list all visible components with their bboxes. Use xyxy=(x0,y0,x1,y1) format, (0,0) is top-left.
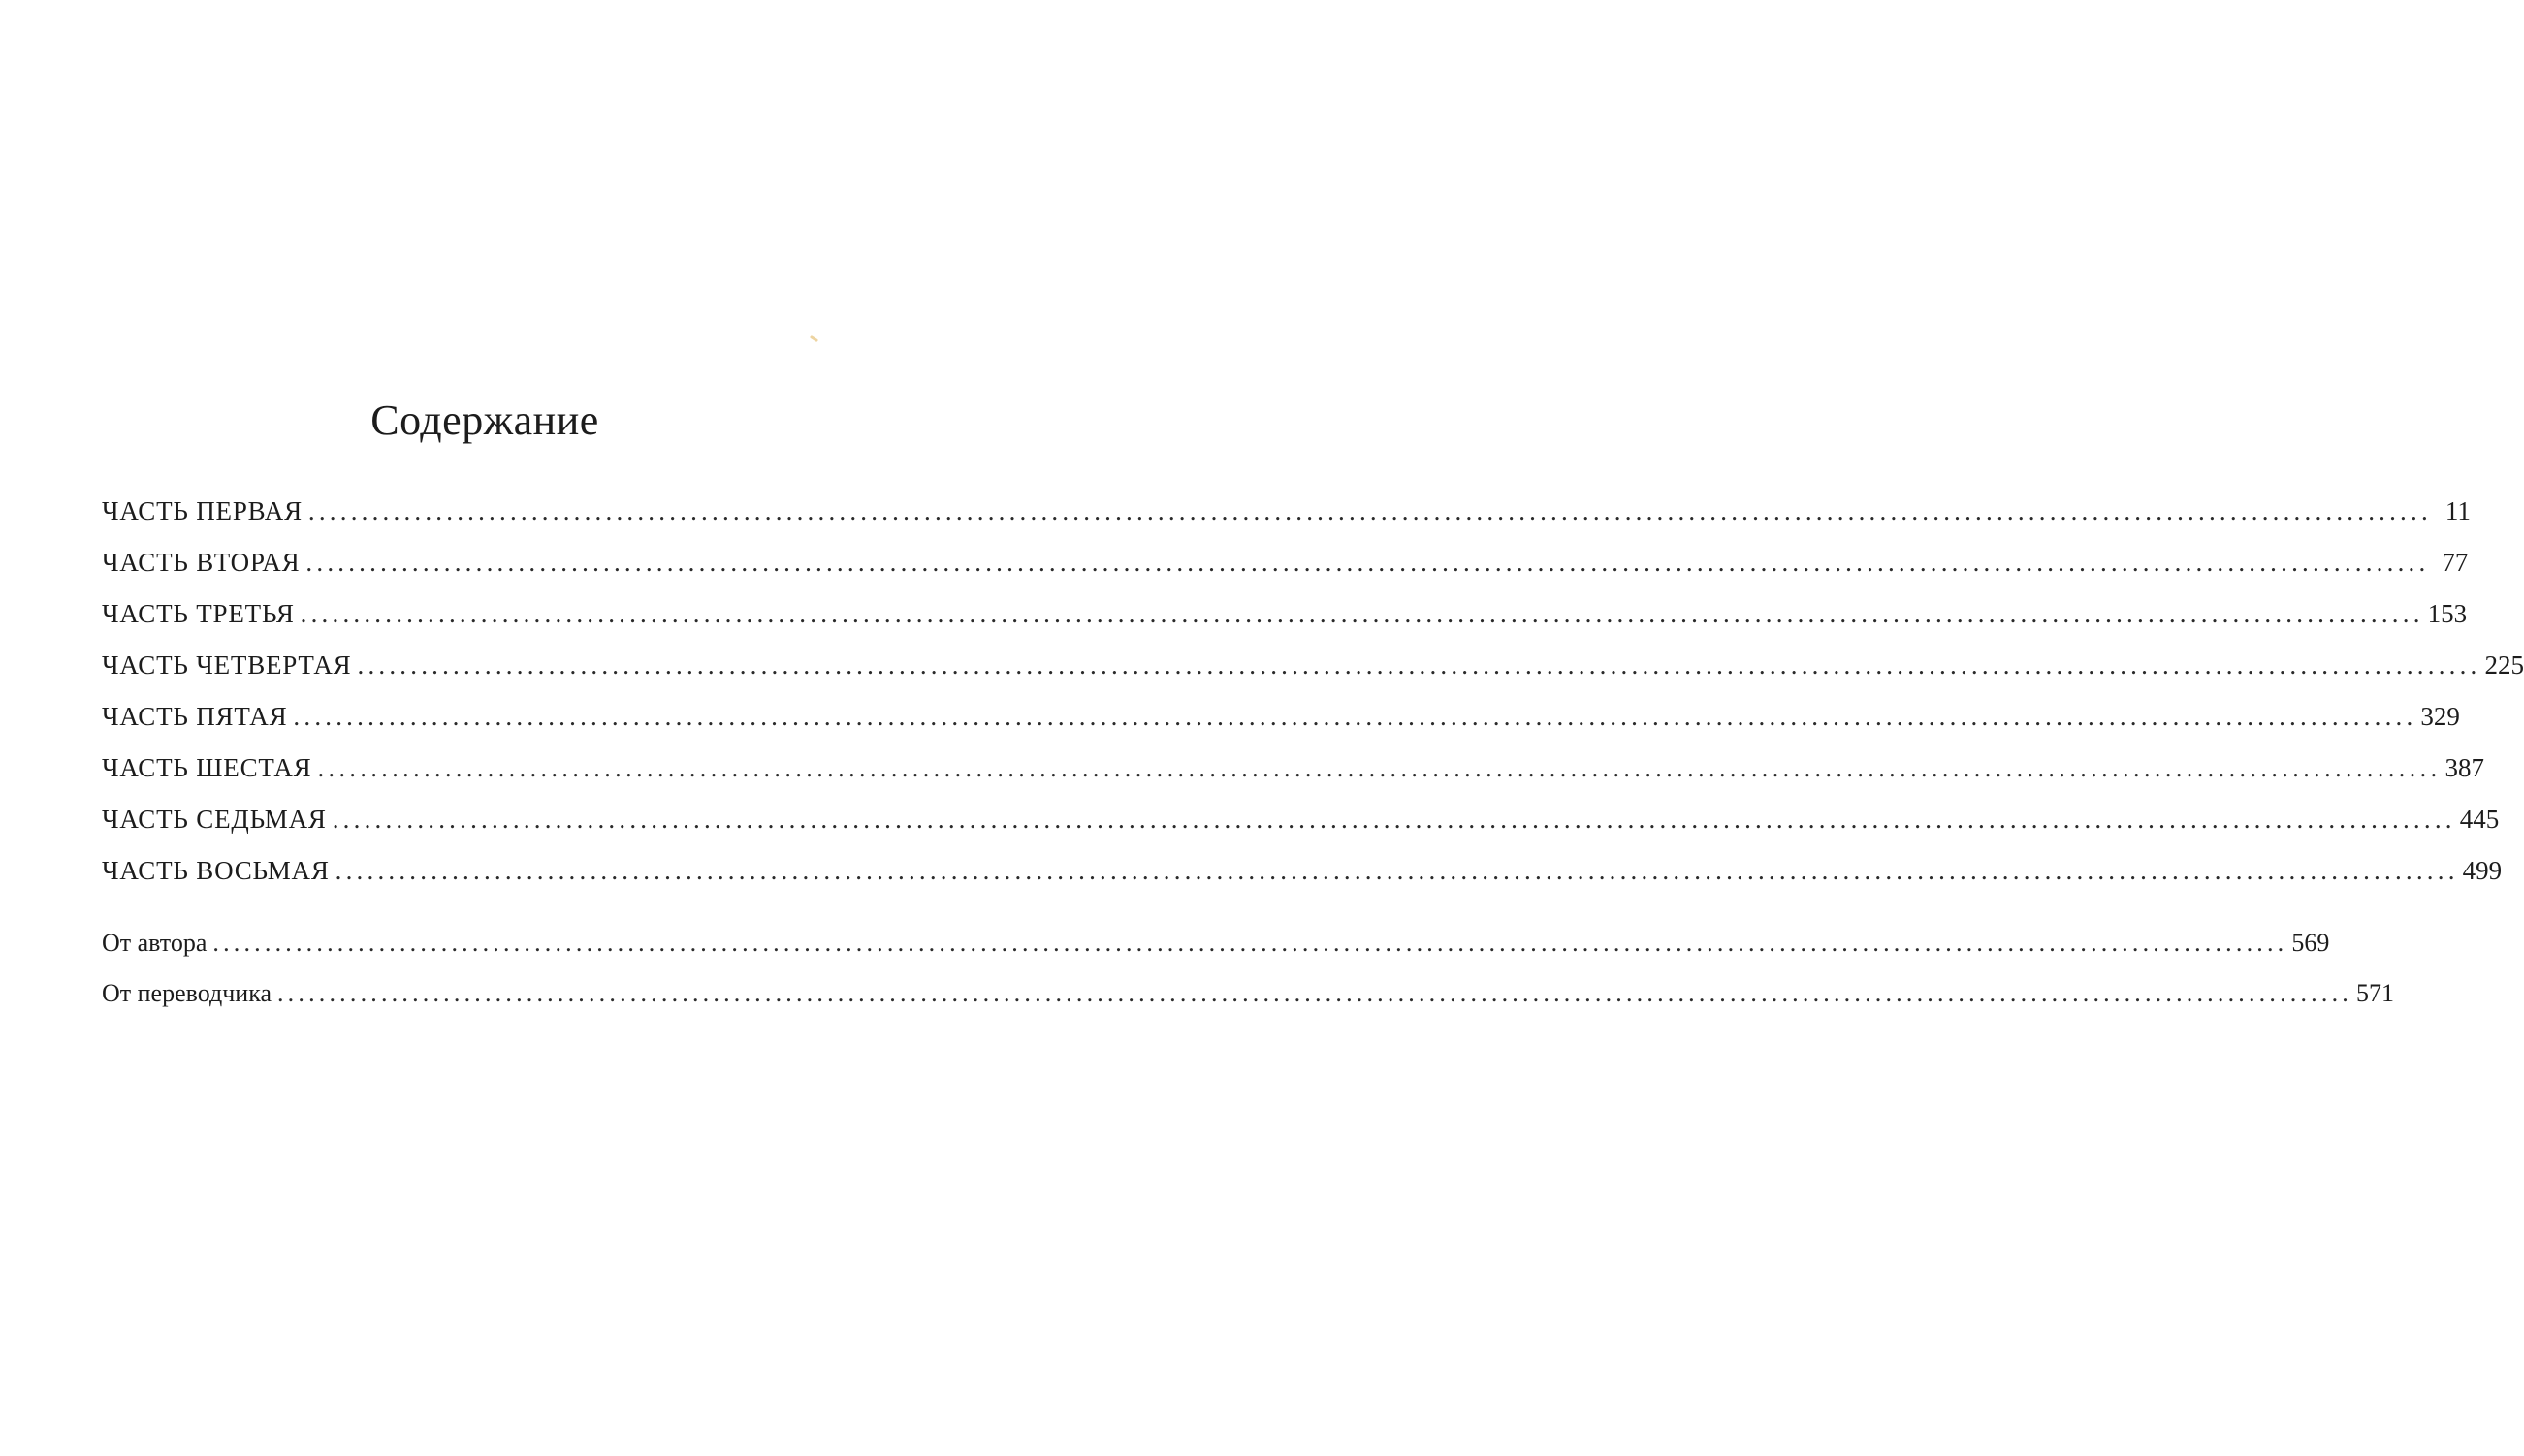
toc-leader-dots: ........................................................................................................................................................................................................ xyxy=(317,753,2442,782)
toc-entry-part-7 xyxy=(102,805,2500,856)
toc-entry-label: ЧАСТЬ ПЕРВАЯ xyxy=(102,496,303,525)
paper-speck xyxy=(810,335,818,342)
toc-entry-label: От автора xyxy=(102,929,208,957)
toc-entry-page: 571 xyxy=(2355,979,2394,1007)
toc-leader-dots: ........................................................................................................................................................................................................ xyxy=(332,805,2456,834)
toc-entry-label: ЧАСТЬ ТРЕТЬЯ xyxy=(102,599,295,628)
toc-entry-part-4 xyxy=(102,650,2524,702)
toc-entry-label: От переводчика xyxy=(102,979,272,1007)
toc-entry-translator-note xyxy=(102,979,2394,1029)
toc-entry-label: ЧАСТЬ ПЯТАЯ xyxy=(102,702,288,731)
toc-leader-dots: ........................................................................................................................................................................................................ xyxy=(212,929,2288,957)
toc-leader-dots: ........................................................................................................................................................................................................ xyxy=(276,979,2352,1007)
toc-leader-dots: ........................................................................................................................................................................................................ xyxy=(293,702,2417,731)
toc-entry-page: 387 xyxy=(2444,753,2484,782)
toc-entry-label: ЧАСТЬ ЧЕТВЕРТАЯ xyxy=(102,650,352,680)
toc-entry-label: ЧАСТЬ ВТОРАЯ xyxy=(102,548,301,577)
toc-entry-part-6 xyxy=(102,753,2484,805)
toc-leader-dots: ........................................................................................................................................................................................................ xyxy=(357,650,2481,680)
toc-entry-page: 329 xyxy=(2420,702,2460,731)
toc-entry-part-3 xyxy=(102,599,2468,650)
toc-entry-page: 445 xyxy=(2459,805,2500,834)
toc-entry-page: 225 xyxy=(2484,650,2524,680)
toc-parts-list xyxy=(102,496,2524,907)
toc-entry-label: ЧАСТЬ СЕДЬМАЯ xyxy=(102,805,327,834)
toc-entry-part-2 xyxy=(102,548,2469,599)
toc-entry-page: 499 xyxy=(2462,856,2503,885)
toc-entry-page: 77 xyxy=(2442,548,2469,577)
toc-leader-dots: ........................................................................................................................................................................................................ xyxy=(305,548,2430,577)
toc-extras-list xyxy=(102,929,2394,1029)
toc-entry-author-note xyxy=(102,929,2330,979)
toc-entry-label: ЧАСТЬ ШЕСТАЯ xyxy=(102,753,312,782)
toc-entry-page: 569 xyxy=(2291,929,2330,957)
toc-entry-page: 153 xyxy=(2427,599,2468,628)
toc-entry-part-8 xyxy=(102,856,2503,907)
toc-leader-dots: ........................................................................................................................................................................................................ xyxy=(307,496,2432,525)
toc-entry-part-5 xyxy=(102,702,2460,753)
toc-leader-dots: ........................................................................................................................................................................................................ xyxy=(335,856,2459,885)
toc-entry-label: ЧАСТЬ ВОСЬМАЯ xyxy=(102,856,330,885)
toc-leader-dots: ........................................................................................................................................................................................................ xyxy=(300,599,2424,628)
toc-entry-part-1 xyxy=(102,496,2471,548)
toc-entry-page: 11 xyxy=(2444,496,2471,525)
page-title: Содержание xyxy=(370,396,599,444)
